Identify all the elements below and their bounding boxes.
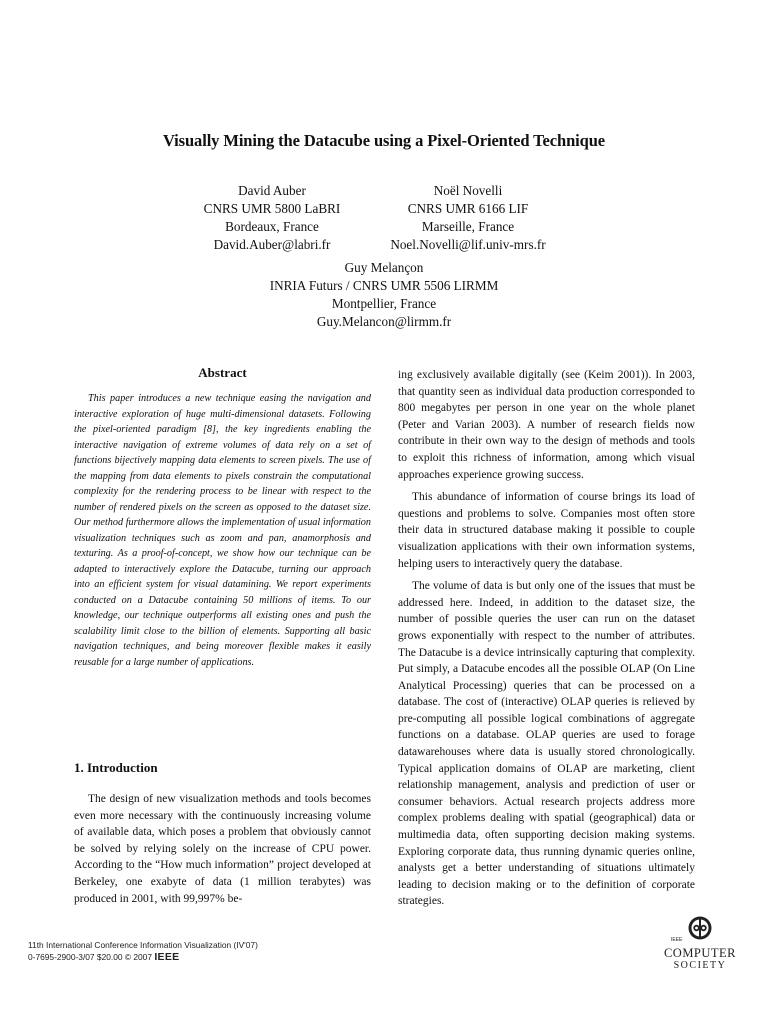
paper-title: Visually Mining the Datacube using a Pixel-Oriented Technique [162,131,606,150]
author-affiliation: CNRS UMR 6166 LIF [407,201,529,216]
intro-paragraph: The design of new visualization methods and tools becomes even more necessary with the continuously increasing volume of available data, which poses a problem that obviously cannot be solved by relying solely on the increase of CPU power. According to the “How much information” project developed at Berkeley, one exabyte of data (1 million terabytes) was produced in 2001, with 99,997% be- [74,793,371,905]
section-heading-introduction: 1. Introduction [74,760,158,775]
abstract-heading: Abstract [198,365,247,380]
author-affiliation: CNRS UMR 5800 LaBRI [203,201,341,216]
footer-copyright [28,940,258,963]
logo-small-text: IEEE [671,937,683,943]
computer-society-emblem-icon [687,915,713,941]
ieee-logo-text: IEEE [154,950,180,963]
author-name: David Auber [238,183,306,198]
intro-paragraph-continued: ing exclusively available digitally (see (Keim 2001)). In 2003, that quantity seen as individual data production corresponded to 800 megabytes per person in one year on the whole planet (Peter and Varian 2003). A number of research fields now contribute in their own way to the design of methods and tools to exploit this richness of information, among which visual approaches experience growing success. [398,369,695,481]
intro-paragraph-2: This abundance of information of course brings its load of questions and problems to solve. Companies most often store their data in structured database making it possible to couple visualization applications with their own information systems, helping users to interactively query the database. [398,491,695,570]
logo-line-society: SOCIETY [673,960,727,971]
footer-isbn: 0-7695-2900-3/07 $20.00 © 2007 IEEE [28,950,180,963]
left-column [74,365,371,670]
right-column [398,367,695,910]
logo-line-computer: COMPUTER [663,946,737,960]
author-name: Guy Melançon [344,260,424,275]
author-email: David.Auber@labri.fr [213,237,331,252]
author-block-1 [158,182,386,254]
author-block-3 [200,259,568,331]
computer-society-logo [655,915,745,975]
author-email: Guy.Melancon@lirmm.fr [316,314,452,329]
intro-paragraph-3: The volume of data is but only one of the issues that must be addressed here. Indeed, in addition to the dataset size, the number of possible queries the user can run on the dataset grows exponentially with respect to the number of attributes. The Datacube is a device intrinsically capturing that complexity. Put simply, a Datacube encodes all the possible OLAP (On Line Analytical Processing) queries that can be processed on a database. The cost of (interactive) OLAP queries is relieved by pre-computing all possible logical combinations of aggregate functions on a database. OLAP queries are used to forage datawarehouses where data is usually stored chronologically. Typical application domains of OLAP are marketing, client relationship management, analysis and prediction of user or consumer behaviors. Actual research projects address more complex problems dealing with spatial (geographical) data or multimedia data, often supporting decision making systems. Exploring corporate data, thus running dynamic queries online, analysts get a better understanding of situations ultimately leading to decision making or to the definition of corporate strategies. [398,580,695,908]
author-name: Noël Novelli [433,183,503,198]
author-city: Bordeaux, France [225,219,319,234]
author-block-2 [354,182,582,254]
author-affiliation: INRIA Futurs / CNRS UMR 5506 LIRMM [269,278,499,293]
author-email: Noel.Novelli@lif.univ-mrs.fr [390,237,546,252]
footer-conference: 11th International Conference Information Visualization (IV'07) [28,940,258,950]
abstract-text: This paper introduces a new technique easing the navigation and interactive exploration of huge multi-dimensional datasets. Following the pixel-oriented paradigm [8], the key ingredients enabling the interactive navigation of extreme volumes of data rely on a set of functions bijectively mapping data elements to screen pixels. The use of the mapping from data elements to pixels constrain the computational complexity for the rendering process to be linear with respect to the number of rendered pixels on the screen as opposed to the dataset size. Our method furthermore allows the implementation of usual information visualization techniques such as zoom and pan, anamorphosis and texturing. As a proof-of-concept, we show how our technique can be adapted to interactively explore the Datacube, turning our approach into an efficient system for visual datamining. We report experiments conducted on a Datacube containing 50 millions of items. To our knowledge, our technique outperforms all existing ones and push the scalability limit close to the billion of elements. Supporting all basic navigation techniques, and being moreover flexible makes it easily reusable for a large number of applications. [74,393,371,668]
author-city: Montpellier, France [331,296,437,311]
author-city: Marseille, France [421,219,515,234]
intro-paragraph-1-left [74,791,371,907]
